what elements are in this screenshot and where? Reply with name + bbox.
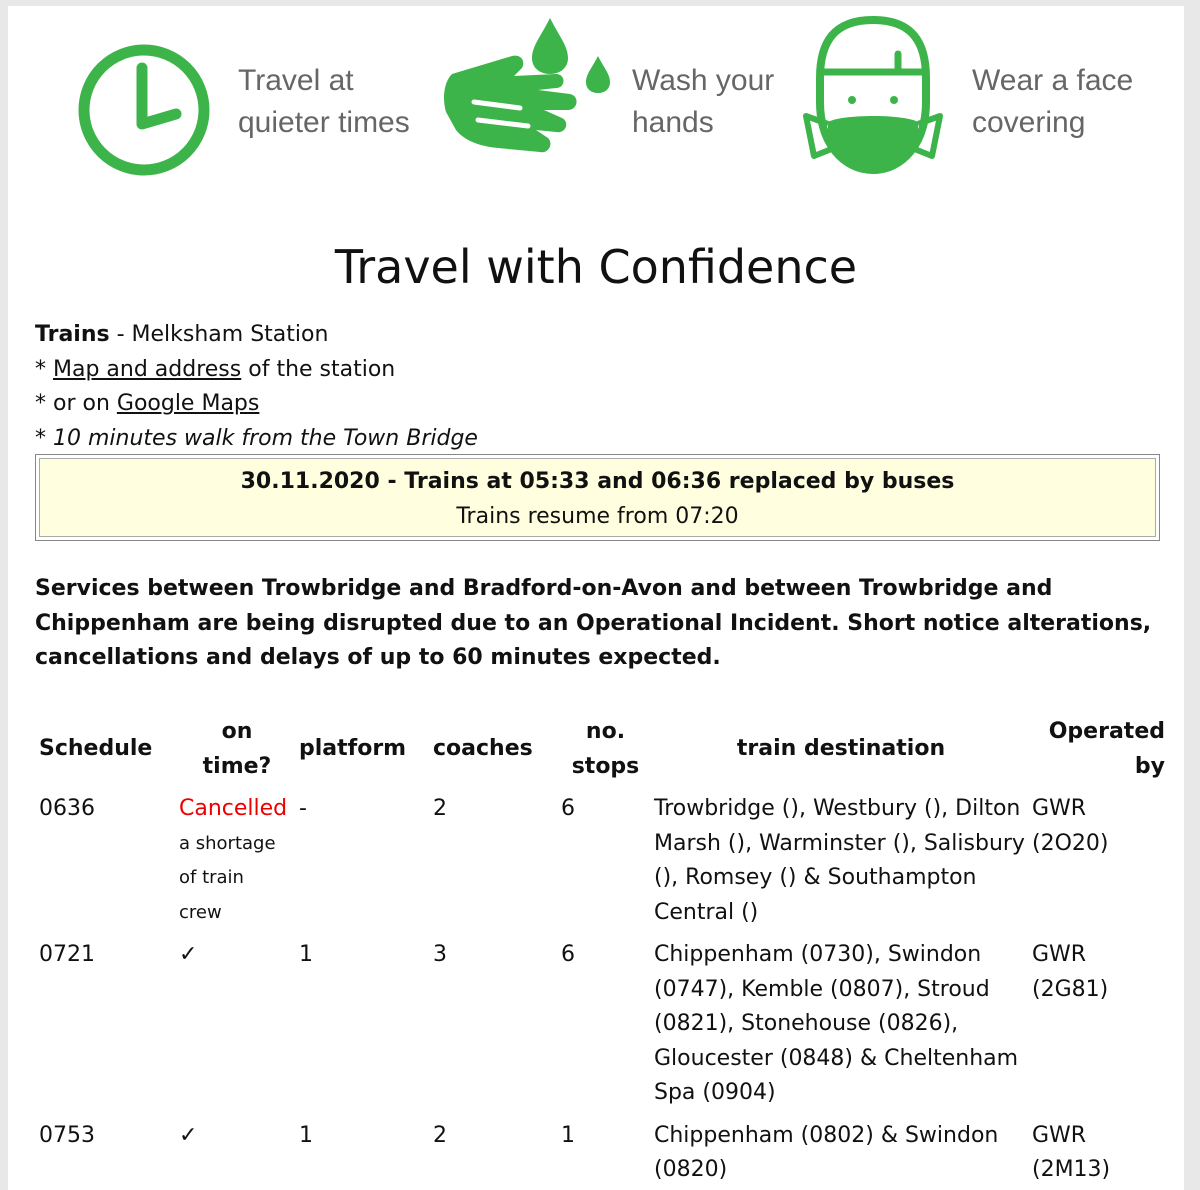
google-maps-line: * or on Google Maps — [35, 391, 260, 416]
banner-item-wash-hands — [438, 6, 798, 206]
header-schedule: Schedule — [39, 736, 153, 762]
banner-label-wash-hands: Wash your hands — [632, 64, 775, 139]
table-row — [35, 934, 1165, 1115]
cancel-reason: a shortage of train crew — [179, 832, 276, 923]
disruption-message: Services between Trowbridge and Bradford-on-Avon and between Trowbridge and Chippenham are being disrupted due to an Operational Incident. Short notice alterations, cancellations and delays of up to 60 minutes expected. — [35, 576, 1152, 670]
banner-label-face-covering: Wear a face covering — [972, 64, 1134, 139]
cell-stops: 6 — [561, 796, 575, 821]
cell-destination: Chippenham (0802) & Swindon (0820) — [654, 1122, 999, 1182]
cell-schedule: 0753 — [39, 1122, 95, 1148]
cell-stops: 6 — [561, 942, 575, 967]
google-maps-link[interactable]: Google Maps — [116, 391, 260, 416]
header-platform: platform — [299, 736, 407, 762]
cell-coaches: 2 — [433, 1122, 447, 1148]
table-row — [35, 1115, 1165, 1190]
header-stops: no. stops — [571, 719, 640, 779]
cell-coaches: 3 — [433, 942, 447, 967]
cell-status — [175, 788, 295, 934]
cell-platform: - — [299, 796, 307, 821]
banner-item-face-covering — [798, 6, 1178, 206]
banner-label-quieter-times: Travel at quieter times — [238, 64, 410, 139]
header-destination: train destination — [736, 736, 946, 762]
train-schedule-table — [35, 711, 1165, 1190]
clock-icon — [74, 40, 214, 180]
cell-operator: GWR (2O20) — [1032, 796, 1109, 856]
cell-operator: GWR (2M13) — [1032, 1122, 1111, 1182]
station-heading: Trains - Melksham Station — [35, 322, 329, 347]
hand-washing-icon — [438, 12, 613, 172]
header-operator: Operated by — [1048, 719, 1165, 779]
cell-destination: Chippenham (0730), Swindon (0747), Kemble (0807), Stroud (0821), Stonehouse (0826), Gloucester (0848) & Cheltenham Spa (0904) — [654, 942, 1019, 1105]
replacement-bus-notice — [35, 454, 1160, 541]
notice-resume: Trains resume from 07:20 — [456, 504, 739, 529]
table-header-row — [35, 711, 1165, 788]
face-mask-icon — [798, 12, 948, 182]
cell-operator: GWR (2G81) — [1032, 942, 1109, 1002]
page — [8, 6, 1184, 1190]
walk-time-note: * 10 minutes walk from the Town Bridge — [35, 425, 478, 451]
on-time-check-icon: ✓ — [179, 1122, 198, 1148]
cell-destination: Trowbridge (), Westbury (), Dilton Marsh (), Warminster (), Salisbury (), Romsey () & Southampton Central () — [654, 796, 1025, 925]
station-info — [35, 318, 478, 456]
notice-headline: 30.11.2020 - Trains at 05:33 and 06:36 replaced by buses — [240, 469, 955, 494]
cell-platform: 1 — [299, 942, 313, 967]
header-coaches: coaches — [433, 736, 533, 762]
map-and-address-link[interactable]: Map and address — [53, 356, 242, 382]
page-title: Travel with Confidence — [334, 240, 858, 294]
safety-banner — [8, 6, 1184, 206]
cell-platform: 1 — [299, 1122, 313, 1148]
cell-schedule: 0636 — [39, 796, 95, 821]
banner-item-quieter-times — [68, 6, 448, 206]
on-time-check-icon: ✓ — [179, 942, 198, 967]
cell-coaches: 2 — [433, 796, 447, 821]
header-on-time: on time? — [202, 719, 272, 779]
map-line: * Map and address of the station — [35, 356, 396, 382]
cell-stops: 1 — [561, 1122, 575, 1148]
status-cancelled: Cancelled — [179, 796, 288, 821]
table-row — [35, 788, 1165, 934]
cell-schedule: 0721 — [39, 942, 95, 967]
